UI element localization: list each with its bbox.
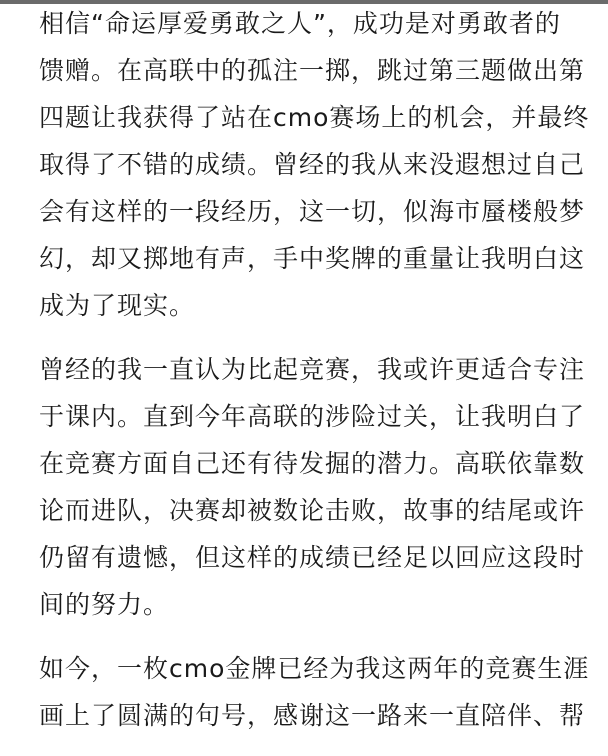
text-line: 如今，一枚cmo金牌已经为我这两年的竞赛生涯 <box>39 654 590 683</box>
paragraph-1 <box>39 0 590 329</box>
text-line: 取得了不错的成绩。曾经的我从来没遐想过自己 <box>39 150 586 179</box>
text-line: 四题让我获得了站在cmo赛场上的机会，并最终 <box>39 103 590 132</box>
text-line: 画上了圆满的句号，感谢这一路来一直陪伴、帮 <box>39 701 586 730</box>
text-line: 成为了现实。 <box>39 291 196 320</box>
text-line: 会有这样的一段经历，这一切，似海市蜃楼般梦 <box>39 197 586 226</box>
text-line: 间的努力。 <box>39 590 170 619</box>
paragraph-3 <box>39 645 590 739</box>
text-line: 仍留有遗憾，但这样的成绩已经足以回应这段时 <box>39 543 586 572</box>
paragraph-2 <box>39 346 586 628</box>
text-line: 馈赠。在高联中的孤注一掷，跳过第三题做出第 <box>39 56 586 85</box>
text-line: 曾经的我一直认为比起竞赛，我或许更适合专注 <box>39 355 586 384</box>
text-line: 幻，却又掷地有声，手中奖牌的重量让我明白这 <box>39 244 586 273</box>
text-line: 相信“命运厚爱勇敢之人”，成功是对勇敢者的 <box>39 9 561 38</box>
text-line: 于课内。直到今年高联的涉险过关，让我明白了 <box>39 402 586 431</box>
text-line: 在竞赛方面自己还有待发掘的潜力。高联依靠数 <box>39 449 586 478</box>
document-body <box>39 0 590 756</box>
text-line: 论而进队，决赛却被数论击败，故事的结尾或许 <box>39 496 586 525</box>
